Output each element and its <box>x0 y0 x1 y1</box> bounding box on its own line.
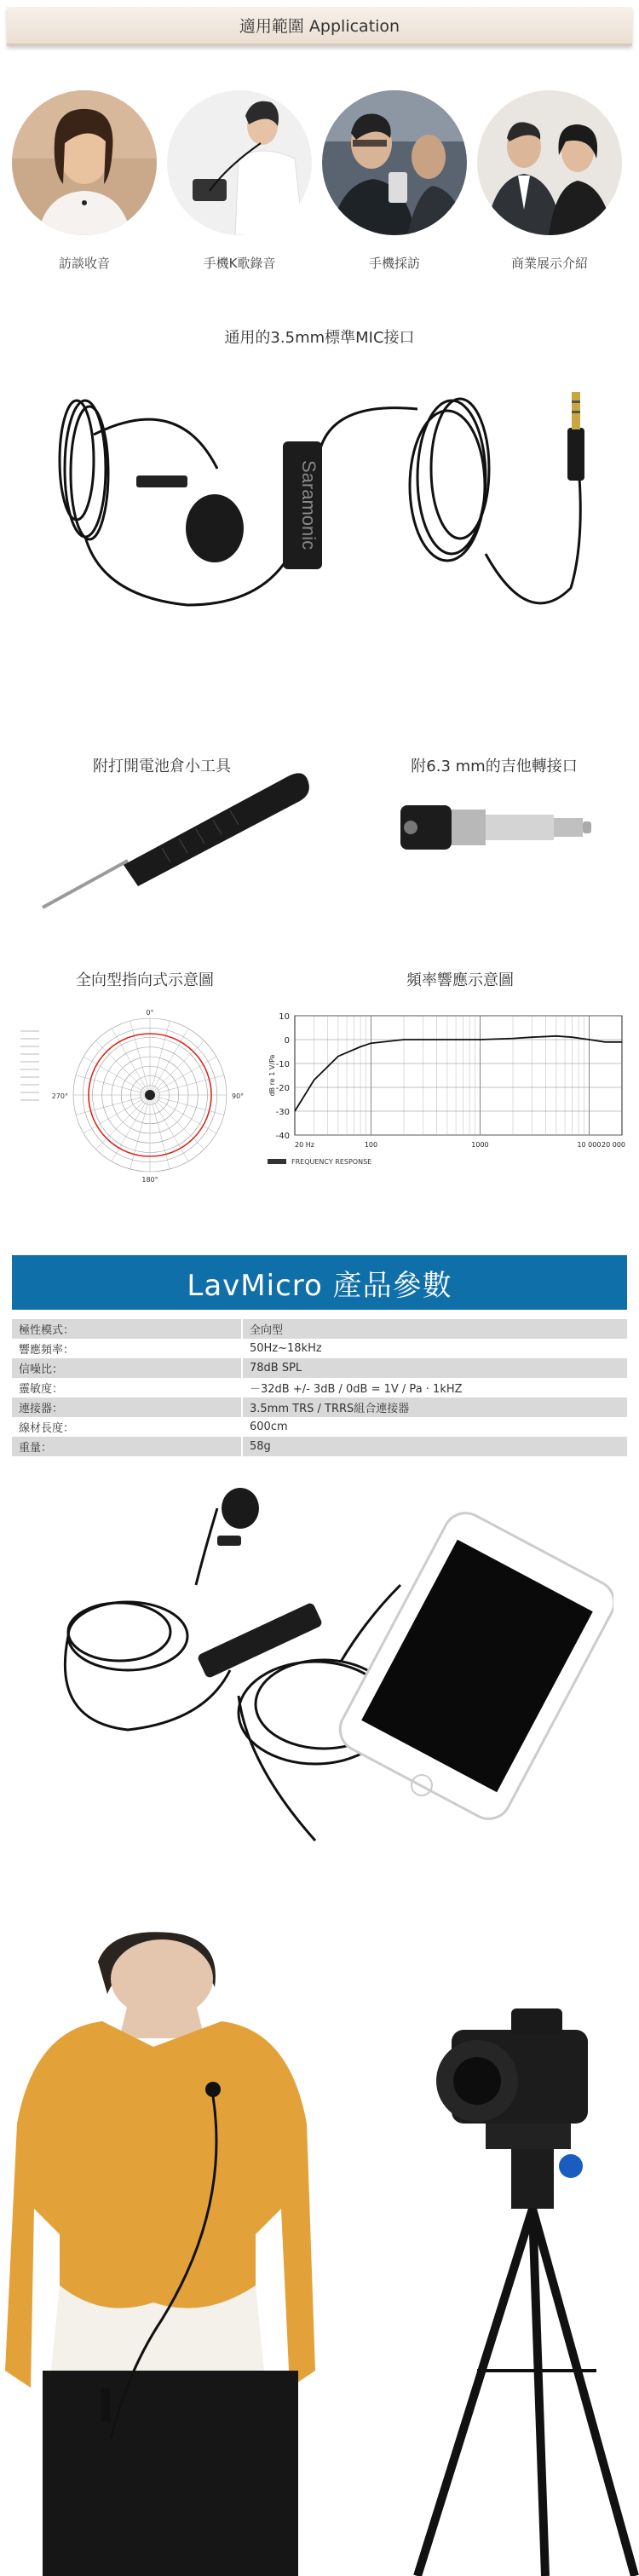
polar-pattern-chart <box>14 1006 261 1184</box>
polar-spoke <box>150 1075 224 1095</box>
mic-brand-text: Saramonic <box>298 460 320 550</box>
model-and-camera-photo <box>0 1928 639 2576</box>
interview-photo <box>12 90 157 235</box>
freq-caption: 頻率響應示意圖 <box>406 971 514 989</box>
spec-key: 極性模式： <box>12 1319 242 1339</box>
spec-table <box>12 1319 627 1456</box>
freq-x-tick-label: 10 000 <box>577 1141 602 1149</box>
spec-key: 線材長度： <box>12 1417 242 1437</box>
freq-y-tick-label: -30 <box>275 1108 290 1117</box>
spec-value: 78dB SPL <box>242 1358 627 1378</box>
polar-spoke <box>112 1095 150 1161</box>
phone-interview-photo <box>322 90 467 235</box>
freq-y-tick-label: 0 <box>284 1036 290 1046</box>
polar-spoke <box>95 1040 150 1095</box>
spec-row <box>12 1417 627 1437</box>
tool-caption: 附打開電池倉小工具 <box>93 758 231 775</box>
caption-business: 商業展示介紹 <box>510 256 588 271</box>
lavalier-mic-product-image <box>51 375 596 665</box>
application-interview <box>9 90 159 272</box>
params-header <box>12 1255 627 1310</box>
polar-angle-label: 90° <box>232 1092 245 1100</box>
polar-spoke <box>150 1021 170 1095</box>
polar-spoke <box>150 1029 188 1095</box>
freq-y-tick-label: 10 <box>279 1012 290 1022</box>
phone-connection-photo <box>34 1483 613 1866</box>
polar-center <box>145 1090 155 1100</box>
spec-row <box>12 1358 627 1378</box>
polar-spoke <box>130 1021 150 1095</box>
freq-x-tick-label: 20 Hz <box>295 1141 314 1149</box>
spec-value: 全向型 <box>242 1319 627 1339</box>
polar-caption: 全向型指向式示意圖 <box>76 971 214 989</box>
freq-y-tick-label: -40 <box>275 1132 290 1141</box>
spec-key: 連接器： <box>12 1397 242 1417</box>
spec-key: 重量： <box>12 1437 242 1456</box>
freq-x-tick-label: 20 000 <box>602 1141 625 1149</box>
application-business <box>475 90 625 272</box>
spec-value: 600cm <box>242 1417 627 1437</box>
spec-row <box>12 1319 627 1339</box>
karaoke-photo <box>167 90 312 235</box>
spec-key: 信噪比： <box>12 1358 242 1378</box>
polar-spoke <box>150 1095 224 1115</box>
spec-row <box>12 1339 627 1358</box>
polar-spoke <box>150 1095 170 1169</box>
polar-spoke <box>150 1095 204 1150</box>
polar-svg <box>14 1006 261 1184</box>
polar-spoke <box>76 1075 150 1095</box>
polar-angle-label: 270° <box>51 1092 68 1100</box>
freq-legend-label: FREQUENCY RESPONSE <box>291 1158 372 1166</box>
polar-spoke <box>150 1057 216 1095</box>
polar-spoke <box>83 1095 150 1133</box>
freq-x-tick-label: 1000 <box>471 1141 489 1149</box>
freq-y-tick-label: -20 <box>275 1084 290 1093</box>
freq-response-line <box>295 1036 622 1111</box>
spec-row <box>12 1437 627 1456</box>
polar-angle-label: 180° <box>141 1176 158 1184</box>
polar-spoke <box>150 1040 204 1095</box>
mic-jack-title: 通用的3.5mm標準MIC接口 <box>224 329 415 347</box>
spec-value: 50Hz~18kHz <box>242 1339 627 1358</box>
guitar-adapter-image <box>392 775 596 869</box>
caption-interview: 訪談收音 <box>58 256 110 271</box>
polar-spoke <box>150 1095 216 1133</box>
spec-key: 響應頻率： <box>12 1339 242 1358</box>
params-title: LavMicro 產品參數 <box>187 1268 452 1303</box>
polar-spoke <box>95 1095 150 1150</box>
caption-karaoke: 手機K歌錄音 <box>203 256 276 271</box>
freq-frame <box>295 1016 622 1135</box>
adapter-caption: 附6.3 mm的吉他轉接口 <box>411 758 578 775</box>
polar-angle-label: 0° <box>146 1009 154 1017</box>
banner-title: 適用範圍 Application <box>239 17 400 36</box>
business-photo <box>477 90 622 235</box>
polar-spoke <box>112 1029 150 1095</box>
frequency-response-chart <box>264 1006 639 1176</box>
spec-row <box>12 1397 627 1417</box>
spec-row <box>12 1378 627 1397</box>
spec-value: 3.5mm TRS / TRRS組合連接器 <box>242 1397 627 1417</box>
freq-legend-swatch <box>268 1159 286 1164</box>
battery-tool-image <box>34 741 324 920</box>
spec-value: 58g <box>242 1437 627 1456</box>
application-karaoke <box>164 90 314 272</box>
polar-spoke <box>130 1095 150 1169</box>
caption-phone-interview: 手機採訪 <box>368 256 420 271</box>
polar-spoke <box>76 1095 150 1115</box>
spec-key: 靈敏度： <box>12 1378 242 1397</box>
freq-svg <box>264 1006 639 1176</box>
freq-x-tick-label: 100 <box>364 1141 378 1149</box>
polar-spoke <box>150 1095 188 1161</box>
freq-y-tick-label: -10 <box>275 1060 290 1069</box>
spec-value: －32dB +/- 3dB / 0dB = 1V / Pa · 1kHZ <box>242 1378 627 1397</box>
application-banner <box>7 7 632 46</box>
application-phone-interview <box>320 90 469 272</box>
freq-y-axis-label: dB re 1 V/Pa <box>268 1054 276 1097</box>
polar-spoke <box>83 1057 150 1095</box>
